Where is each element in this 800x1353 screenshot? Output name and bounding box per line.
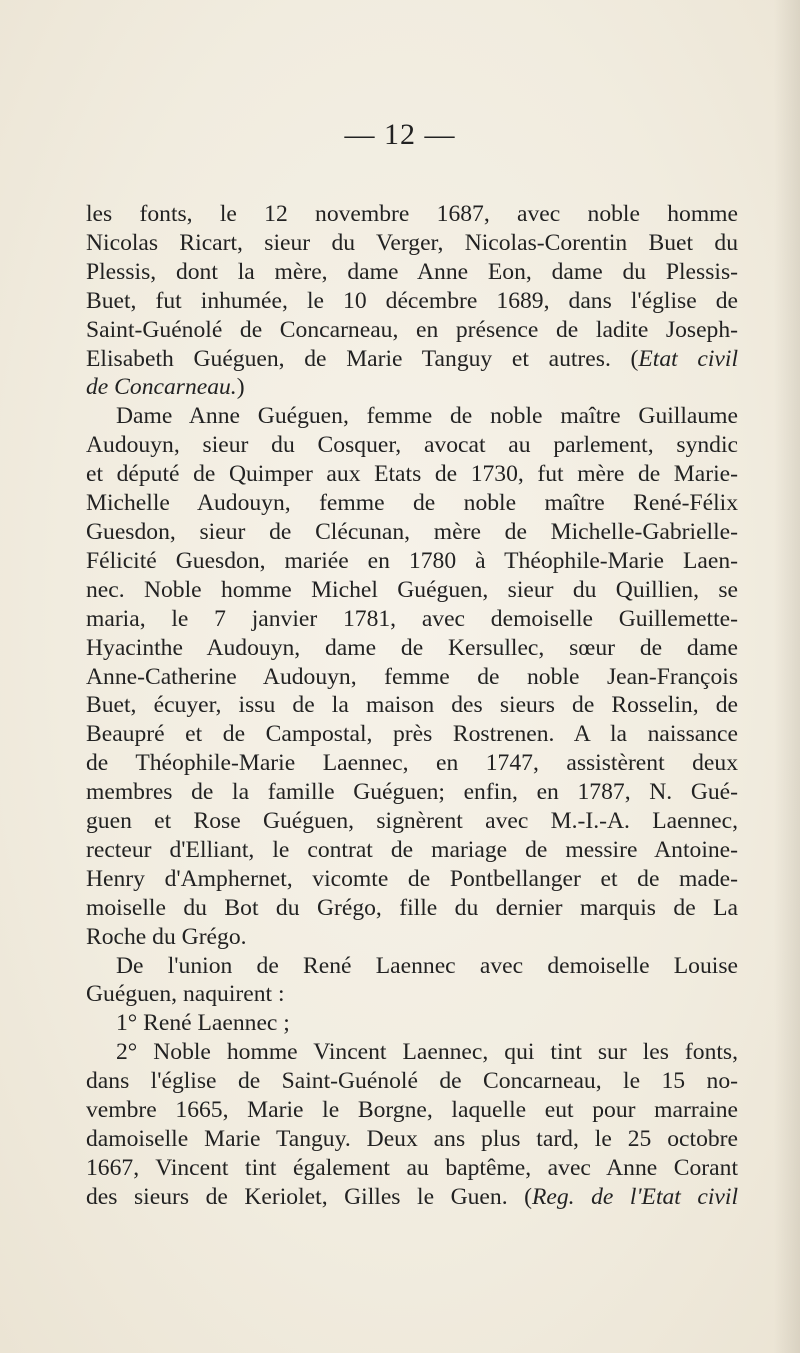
text-line xyxy=(86,980,738,1009)
line-text: moiselle du Bot du Grégo, fille du dernier marquis de La xyxy=(86,894,738,921)
line-text: membres de la famille Guéguen; enfin, en 1787, N. Gué- xyxy=(86,779,738,806)
text-line xyxy=(86,316,738,345)
line-text: Audouyn, sieur du Cosquer, avocat au parlement, syndic xyxy=(86,432,738,459)
page-edge-shadow xyxy=(774,0,800,1353)
text-line xyxy=(86,200,738,229)
line-text: des sieurs de Keriolet, Gilles le Guen. ( xyxy=(86,1183,532,1210)
line-text: Henry d'Amphernet, vicomte de Pontbellanger et de made- xyxy=(86,865,738,892)
line-text: Dame Anne Guéguen, femme de noble maître Guillaume xyxy=(116,403,738,430)
line-text: De l'union de René Laennec avec demoiselle Louise xyxy=(116,952,738,979)
text-line xyxy=(86,720,738,749)
text-line xyxy=(86,1183,738,1212)
line-italic-text: Reg. de l'Etat civil xyxy=(532,1183,738,1210)
line-text: guen et Rose Guéguen, signèrent avec M.-I.-A. Laennec, xyxy=(86,808,738,835)
text-line xyxy=(86,605,738,634)
text-line xyxy=(86,865,738,894)
text-line xyxy=(86,345,738,374)
line-text: 1° René Laennec ; xyxy=(116,1010,290,1037)
line-text: dans l'église de Saint-Guénolé de Concarneau, le 15 no- xyxy=(86,1068,738,1095)
text-line xyxy=(86,807,738,836)
text-line xyxy=(86,663,738,692)
text-line xyxy=(86,402,738,431)
text-line xyxy=(86,229,738,258)
text-line xyxy=(86,1096,738,1125)
line-text: nec. Noble homme Michel Guéguen, sieur du Quillien, se xyxy=(86,576,738,603)
text-line xyxy=(86,373,738,402)
text-line xyxy=(86,547,738,576)
line-text: Nicolas Ricart, sieur du Verger, Nicolas-Corentin Buet du xyxy=(86,229,738,256)
line-text: Beaupré et de Campostal, près Rostrenen. A la naissance xyxy=(86,721,738,748)
line-italic-text: de Concarneau. xyxy=(86,374,237,401)
text-line xyxy=(86,634,738,663)
line-text: Roche du Grégo. xyxy=(86,923,247,950)
line-text: de Théophile-Marie Laennec, en 1747, assistèrent deux xyxy=(86,750,738,777)
line-italic-text: Etat civil xyxy=(638,345,738,372)
body-text xyxy=(86,200,738,1212)
line-text: et député de Quimper aux Etats de 1730, fut mère de Marie- xyxy=(86,461,738,488)
text-line xyxy=(86,691,738,720)
text-line xyxy=(86,778,738,807)
text-line xyxy=(86,1009,738,1038)
line-text: Guéguen, naquirent : xyxy=(86,981,285,1008)
text-line xyxy=(86,1154,738,1183)
line-trailing-text: ) xyxy=(236,374,245,401)
line-text: Buet, fut inhumée, le 10 décembre 1689, dans l'église de xyxy=(86,287,738,314)
text-line xyxy=(86,518,738,547)
line-text: Guesdon, sieur de Clécunan, mère de Michelle-Gabrielle- xyxy=(86,518,738,545)
text-line xyxy=(86,894,738,923)
line-text: les fonts, le 12 novembre 1687, avec noble homme xyxy=(86,201,738,227)
line-text: Elisabeth Guéguen, de Marie Tanguy et autres. ( xyxy=(86,345,639,372)
line-text: 1667, Vincent tint également au baptême, avec Anne Corant xyxy=(86,1154,738,1181)
text-line xyxy=(86,489,738,518)
text-line xyxy=(86,576,738,605)
text-line xyxy=(86,923,738,952)
line-text: vembre 1665, Marie le Borgne, laquelle eut pour marraine xyxy=(86,1097,738,1124)
text-line xyxy=(86,258,738,287)
line-text: Hyacinthe Audouyn, dame de Kersullec, sœur de dame xyxy=(86,634,738,661)
page-number: — 12 — xyxy=(344,118,456,151)
text-line xyxy=(86,1125,738,1154)
line-text: 2° Noble homme Vincent Laennec, qui tint sur les fonts, xyxy=(116,1039,738,1066)
line-text: recteur d'Elliant, le contrat de mariage de messire Antoine- xyxy=(86,836,738,863)
text-line xyxy=(86,1038,738,1067)
line-text: maria, le 7 janvier 1781, avec demoiselle Guillemette- xyxy=(86,605,738,632)
line-text: Anne-Catherine Audouyn, femme de noble Jean-François xyxy=(86,663,738,690)
text-line xyxy=(86,952,738,981)
line-text: Michelle Audouyn, femme de noble maître René-Félix xyxy=(86,490,738,517)
text-line xyxy=(86,287,738,316)
text-line xyxy=(86,749,738,778)
line-text: Saint-Guénolé de Concarneau, en présence de ladite Joseph- xyxy=(86,316,738,343)
text-line xyxy=(86,836,738,865)
line-text: damoiselle Marie Tanguy. Deux ans plus tard, le 25 octobre xyxy=(86,1126,738,1152)
line-text: Plessis, dont la mère, dame Anne Eon, dame du Plessis- xyxy=(86,258,738,285)
text-line xyxy=(86,1067,738,1096)
line-text: Buet, écuyer, issu de la maison des sieurs de Rosselin, de xyxy=(86,692,738,719)
line-text: Félicité Guesdon, mariée en 1780 à Théophile-Marie Laen- xyxy=(86,547,738,574)
text-line xyxy=(86,460,738,489)
text-line xyxy=(86,431,738,460)
